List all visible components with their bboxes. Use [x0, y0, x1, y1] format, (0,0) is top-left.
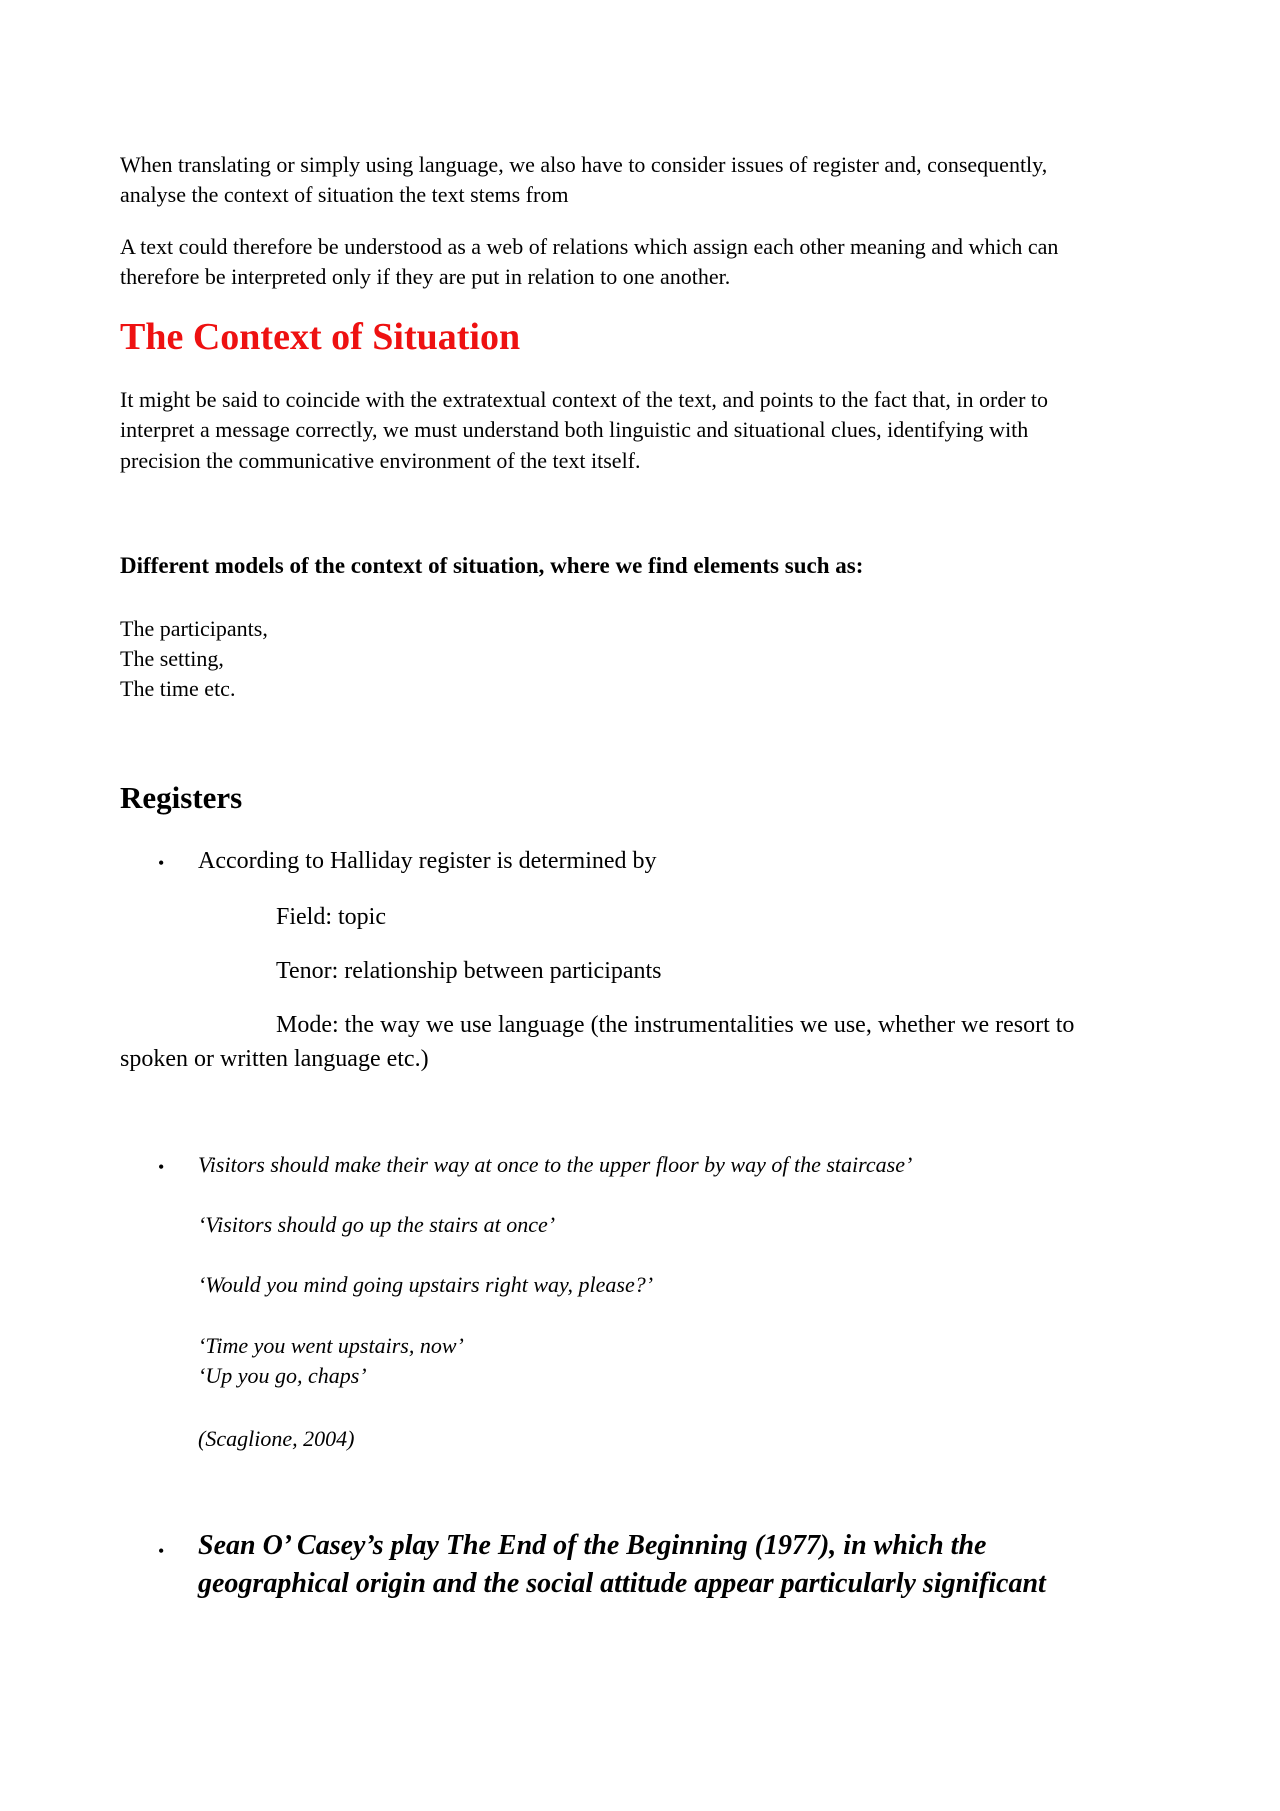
models-item-participants: The participants,	[120, 616, 268, 641]
citation: (Scaglione, 2004)	[198, 1426, 355, 1451]
context-paragraph-line-2: interpret a message correctly, we must understand both linguistic and situational clues, identifying with	[120, 417, 1029, 442]
halliday-bullet-text: According to Halliday register is determined by	[198, 848, 657, 874]
example-line: Visitors should make their way at once to the upper floor by way of the staircase’	[198, 1152, 913, 1177]
example-line: ‘Visitors should go up the stairs at once’	[198, 1212, 556, 1237]
bullet-icon: •	[158, 853, 165, 873]
models-item-time: The time etc.	[120, 676, 236, 701]
register-mode-line-2: spoken or written language etc.)	[120, 1046, 429, 1072]
intro-paragraph-2-line-2: therefore be interpreted only if they are put in relation to one another.	[120, 264, 731, 289]
models-heading: Different models of the context of situation, where we find elements such as:	[120, 553, 864, 578]
bullet-icon: •	[158, 1541, 165, 1561]
register-mode-line-1: Mode: the way we use language (the instrumentalities we use, whether we resort to	[276, 1012, 1075, 1038]
intro-paragraph-2-line-1: A text could therefore be understood as a web of relations which assign each other meaning and which can	[120, 234, 1059, 259]
register-field: Field: topic	[276, 904, 386, 930]
registers-heading: Registers	[120, 780, 243, 815]
example-line: ‘Would you mind going upstairs right way, please?’	[198, 1272, 654, 1297]
bullet-icon: •	[158, 1157, 165, 1177]
example-line: ‘Up you go, chaps’	[198, 1363, 367, 1388]
register-tenor: Tenor: relationship between participants	[276, 958, 662, 984]
example-line: ‘Time you went upstairs, now’	[198, 1333, 464, 1358]
intro-paragraph-1-line-2: analyse the context of situation the text stems from	[120, 182, 569, 207]
ocasey-bullet-line-1: Sean O’ Casey’s play The End of the Beginning (1977), in which the	[198, 1530, 987, 1561]
intro-paragraph-1-line-1: When translating or simply using language, we also have to consider issues of register and, consequently,	[120, 152, 1048, 177]
ocasey-bullet-line-2: geographical origin and the social attitude appear particularly significant	[198, 1568, 1046, 1599]
context-paragraph-line-1: It might be said to coincide with the extratextual context of the text, and points to the fact that, in order to	[120, 387, 1049, 412]
context-paragraph-line-3: precision the communicative environment of the text itself.	[120, 448, 641, 473]
models-item-setting: The setting,	[120, 646, 224, 671]
context-of-situation-heading: The Context of Situation	[120, 316, 521, 358]
